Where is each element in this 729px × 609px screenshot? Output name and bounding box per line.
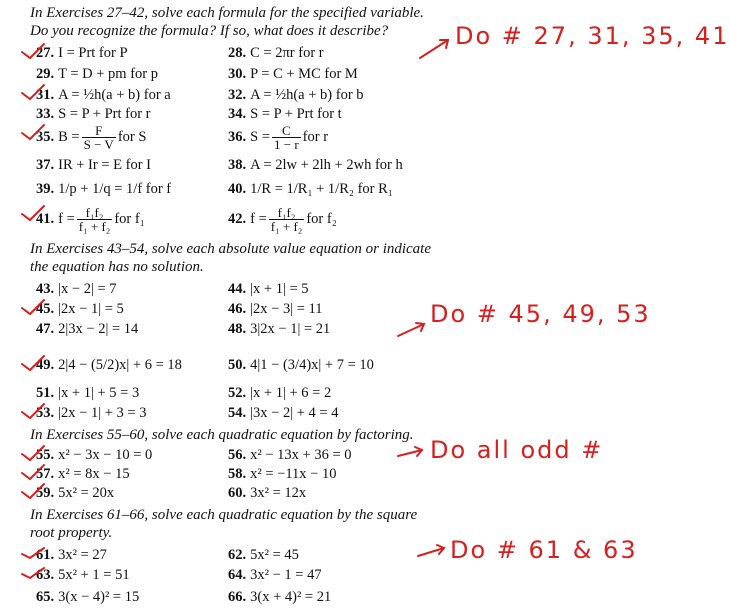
arrow-note-45-53: [398, 323, 424, 336]
exercise-31: 31. A = ½h(a + b) for a: [36, 87, 171, 103]
exercise-38: 38. A = 2lw + 2lh + 2wh for h: [228, 157, 403, 173]
exercise-59: 59. 5x² = 20x: [36, 485, 115, 501]
exercise-27: 27. I = Prt for P: [36, 45, 128, 61]
arrow-note-27-41: [420, 40, 448, 58]
section-header-43-54-line1: In Exercises 43–54, solve each absolute value equation or indicate: [30, 241, 432, 257]
exercise-55: 55. x² − 3x − 10 = 0: [36, 447, 153, 463]
section-header-55-60: In Exercises 55–60, solve each quadratic equation by factoring.: [30, 427, 414, 443]
exercise-34: 34. S = P + Prt for t: [228, 106, 342, 122]
exercise-54: 54. |3x − 2| + 4 = 4: [228, 405, 339, 421]
exercise-41: 41. f = $\frac{\text{f₁f₂}}{\text{f₁ + f₂}}$ for f₁: [36, 205, 145, 234]
section-header-27-42-line1: In Exercises 27–42, solve each formula for the specified variable.: [30, 5, 424, 21]
exercise-62: 62. 5x² = 45: [228, 547, 299, 563]
exercise-60: 60. 3x² = 12x: [228, 485, 307, 501]
exercise-45: 45. |2x − 1| = 5: [36, 301, 124, 317]
exercise-64: 64. 3x² − 1 = 47: [228, 567, 322, 583]
arrow-note-all-odd: [398, 447, 422, 456]
exercise-56: 56. x² − 13x + 36 = 0: [228, 447, 352, 463]
exercise-30: 30. P = C + MC for M: [228, 66, 358, 82]
exercise-58: 58. x² = −11x − 10: [228, 466, 337, 482]
exercise-28: 28. C = 2πr for r: [228, 45, 324, 61]
exercise-63: 63. 5x² + 1 = 51: [36, 567, 130, 583]
exercise-40: 40. 1/R = 1/R₁ + 1/R₂ for R₁: [228, 181, 393, 197]
section-header-43-54-line2: the equation has no solution.: [30, 259, 204, 275]
handwritten-note-27-41: Do # 27, 31, 35, 41: [455, 22, 729, 50]
exercise-42: 42. f = $\frac{\text{f₁f₂}}{\text{f₁ + f₂}}$ for f₂: [228, 205, 337, 234]
exercise-44: 44. |x + 1| = 5: [228, 281, 309, 297]
handwritten-note-all-odd: Do all odd #: [430, 436, 604, 464]
exercise-49: 49. 2|4 − (5/2)x| + 6 = 18: [36, 357, 182, 373]
section-header-27-42-line2: Do you recognize the formula? If so, what does it describe?: [30, 23, 389, 39]
exercise-53: 53. |2x − 1| + 3 = 3: [36, 405, 147, 421]
exercise-39: 39. 1/p + 1/q = 1/f for f: [36, 181, 172, 197]
exercise-50: 50. 4|1 − (3/4)x| + 7 = 10: [228, 357, 374, 373]
exercise-47: 47. 2|3x − 2| = 14: [36, 321, 139, 337]
arrow-note-61-63: [418, 545, 444, 556]
exercise-52: 52. |x + 1| + 6 = 2: [228, 385, 332, 401]
exercise-37: 37. IR + Ir = E for I: [36, 157, 151, 173]
exercise-43: 43. |x − 2| = 7: [36, 281, 117, 297]
exercise-61: 61. 3x² = 27: [36, 547, 107, 563]
exercise-46: 46. |2x − 3| = 11: [228, 301, 323, 317]
exercise-32: 32. A = ½h(a + b) for b: [228, 87, 364, 103]
exercise-35: 35. B = $\frac{F}{S - V}$ for S: [36, 123, 147, 152]
exercise-29: 29. T = D + pm for p: [36, 66, 158, 82]
exercise-36: 36. S = $\frac{C}{1 - r}$ for r: [228, 123, 329, 152]
exercise-65: 65. 3(x − 4)² = 15: [36, 589, 140, 605]
handwritten-note-61-63: Do # 61 & 63: [450, 536, 638, 564]
exercise-51: 51. |x + 1| + 5 = 3: [36, 385, 140, 401]
exercise-66: 66. 3(x + 4)² = 21: [228, 589, 332, 605]
section-header-61-66-line1: In Exercises 61–66, solve each quadratic equation by the square: [30, 507, 418, 523]
exercise-57: 57. x² = 8x − 15: [36, 466, 130, 482]
handwritten-note-45-53: Do # 45, 49, 53: [430, 300, 651, 328]
exercise-33: 33. S = P + Prt for r: [36, 106, 151, 122]
section-header-61-66-line2: root property.: [30, 525, 113, 541]
exercise-48: 48. 3|2x − 1| = 21: [228, 321, 331, 337]
